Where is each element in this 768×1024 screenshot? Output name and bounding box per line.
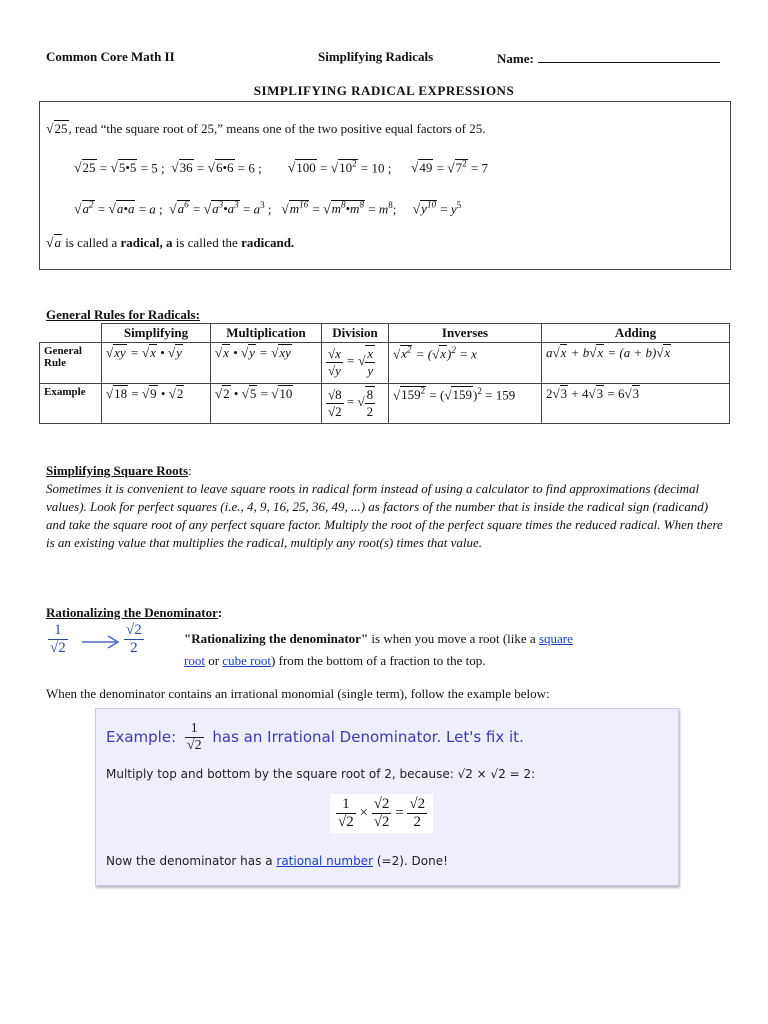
rationalizing-heading: Rationalizing the Denominator: [46,605,223,620]
topic-name: Simplifying Radicals [318,49,434,64]
table-header-row [40,324,730,343]
example-fraction: $\frac{1}{√2}$ [186,721,202,753]
rule-division: $\frac{√x}{√y}$ = √ $\frac{x}{y}$ [322,343,389,384]
example-adding: 2√3 + 4√3 = 6√3 [542,384,730,424]
example-line-multiply: Multiply top and bottom by the square root of 2, because: √2 × √2 = 2: [106,767,536,781]
rationalizing-title: Rationalizing the Denominator [46,605,218,620]
table-corner [40,324,102,343]
rule-simplifying: √xy = √x • √y [102,343,211,384]
definition-sentence: √25, read “the square root of 25,” means one of the two positive equal factors of 25. [46,121,486,136]
rationalizing-definition: "Rationalizing the denominator" is when you move a root (like a square root or cube root) from the bottom of a fraction to the top. [184,631,573,668]
row-label-general: General Rule [40,343,102,384]
example-equation: $\frac{1}{√2}$ × $\frac{√2}{√2}$ = $\frac{√2}{2}$ [330,794,433,833]
col-adding: Adding [542,324,730,343]
rules-table [39,323,730,424]
simplifying-title: Simplifying Square Roots [46,463,189,478]
name-label: Name: [497,51,534,66]
table-row [40,343,730,384]
example-title: Example: $\frac{1}{√2}$ has an Irrational Denominator. Let's fix it. [106,721,524,753]
arrow-right-icon [80,634,122,650]
name-field [497,49,720,67]
numeric-examples: √25 = √5•5 = 5 ; √36 = √6•6 = 6 ; $√100 = √10^2 = 10$ ; $√49 = √7^2 = 7$ [74,159,489,176]
rule-inverses: $√x^2 = (√x)^2 = x$ [389,343,542,384]
example-multiplication: √2 • √5 = √10 [211,384,322,424]
rules-section-title: General Rules for Radicals: [46,307,200,322]
col-inverses: Inverses [389,324,542,343]
col-multiplication: Multiplication [211,324,322,343]
course-name: Common Core Math II [46,49,175,64]
rationalizing-instruction: When the denominator contains an irrational monomial (single term), follow the example below: [46,686,550,701]
rationalize-illustration [44,622,164,668]
simplifying-paragraph: Sometimes it is convenient to leave square roots in radical form instead of using a calculator to find approximations (decimal values). Look for perfect squares (i.e., 4, 9, 16, 25, 36, 49, ...) as factors of the number that is inside the radical sign (radicand) and take the square root of any perfect square factor. Multiply the root of the perfect square times the reduced radical. When there is an existing value that multiplies the radical, multiply any root(s) times that value. [46,481,723,550]
rule-multiplication: √x • √y = √xy [211,343,322,384]
example-division: $\frac{√8}{√2}$ = √ $\frac{8}{2}$ [322,384,389,424]
simplifying-heading: Simplifying Square Roots: [46,463,192,478]
page-title: SIMPLIFYING RADICAL EXPRESSIONS [253,83,515,98]
rational-number-link[interactable]: rational number [276,854,373,868]
example-simplifying: √18 = √9 • √2 [102,384,211,424]
name-blank-line [538,49,720,63]
example-inverses: $√159^2 = (√159)^2 = 159$ [389,384,542,424]
col-division: Division [322,324,389,343]
radical-definition: √a is called a radical, a is called the radicand. [46,235,295,250]
square-root-link-continued[interactable]: root [184,653,205,668]
row-label-example: Example [40,384,102,424]
col-simplifying: Simplifying [102,324,211,343]
definition-box [39,101,731,270]
square-root-link[interactable]: square [538,631,573,646]
variable-examples: $√a^2$ = √a•a = a ; $√a^6$ = $√a^3•a^3 = a^3$ ; $√m^{16}$ = $√m^8•m^8 = m^8$; $√y^{10} = y^5$ [74,200,462,217]
frac-one-over-root2: $\frac{1}{√2}$ [50,622,66,656]
rule-adding: a√x + b√x = (a + b)√x [542,343,730,384]
example-line-done: Now the denominator has a rational number (=2). Done! [106,854,448,868]
table-row [40,384,730,424]
frac-root2-over-two: $\frac{√2}{2}$ [126,622,142,656]
example-box [95,708,679,886]
cube-root-link[interactable]: cube root [222,653,272,668]
